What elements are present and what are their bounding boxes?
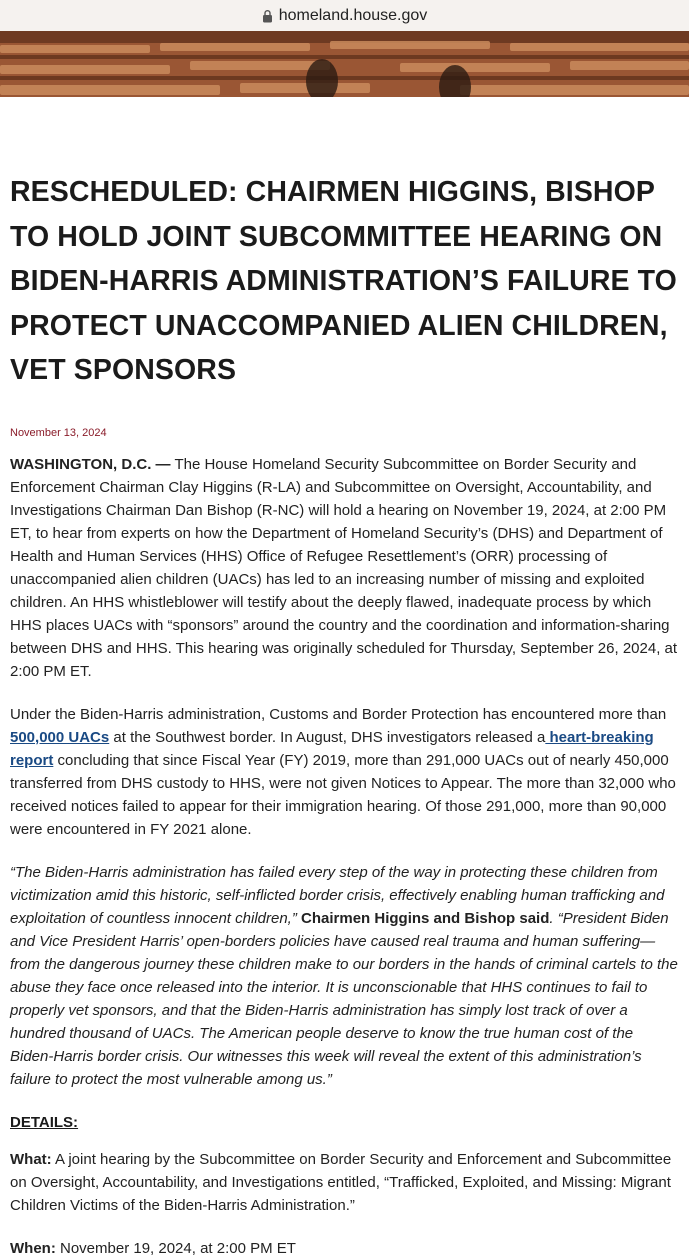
article-title: RESCHEDULED: CHAIRMEN HIGGINS, BISHOP TO HOLD JOINT SUBCOMMITTEE HEARING ON BIDEN-HARRIS ADMINISTRATION’S FAILURE TO PROTECT UNACCOMPANIED ALIEN CHILDREN, VET SPONSORS xyxy=(10,176,677,386)
uac-count-link[interactable]: 500,000 UACs xyxy=(10,728,110,746)
quote-speaker: Chairmen Higgins and Bishop said xyxy=(301,909,550,927)
header-banner-image xyxy=(0,31,689,97)
paragraph-intro: WASHINGTON, D.C. — The House Homeland Security Subcommittee on Border Security and Enforcement Chairman Clay Higgins (R-LA) and Subcommittee on Oversight, Accountability, and Investigations Chairman Dan Bishop (R-NC) will hold a hearing on November 19, 2024, at 2:00 PM ET, to hear from experts on how the Department of Homeland Security’s (DHS) and Department of Health and Human Services (HHS) Office of Refugee Resettlement’s (ORR) processing of unaccompanied alien children (UACs) has led to an increasing number of missing and exploited children. An HHS whistleblower will testify about the deeply flawed, inadequate process by which HHS places UACs with “sponsors” around the country and the coordination and information-sharing between DHS and HHS. This hearing was originally scheduled for Thursday, September 26, 2024, at 2:00 PM ET. xyxy=(10,455,678,680)
dateline: WASHINGTON, D.C. — xyxy=(10,455,171,473)
report-link[interactable]: heart-breaking report xyxy=(10,728,654,769)
article-date: November 13, 2024 xyxy=(10,426,107,439)
url-text: homeland.house.gov xyxy=(278,6,428,24)
article xyxy=(10,170,680,1260)
paragraph-when: When: November 19, 2024, at 2:00 PM ET xyxy=(10,1239,296,1257)
paragraph-what: What: A joint hearing by the Subcommittee on Border Security and Enforcement and Subcommittee on Oversight, Accountability, and Investigations entitled, “Trafficked, Exploited, and Missing: Migrant Children Victims of the Biden-Harris Administration.” xyxy=(10,1150,672,1214)
details-heading: DETAILS: xyxy=(10,1113,79,1131)
paragraph-quote: “The Biden-Harris administration has failed every step of the way in protecting these children from victimization amid this historic, self-inflicted border crisis, effectively enabling human trafficking and exploitation of countless innocent children,” Chairmen Higgins and Bishop said. “President Biden and Vice President Harris’ open-borders policies have caused real trauma and human suffering—from the dangerous journey these children make to our borders in the hands of criminal cartels to the abuse they face once released into the interior. It is unconscionable that HHS continues to fail to properly vet sponsors, and that the Biden-Harris administration has simply lost track of over a hundred thousand of UACs. The American people deserve to know the true human cost of the Biden-Harris border crisis. Our witnesses this week will reveal the extent of this administration’s failure to protect the most vulnerable among us.” xyxy=(10,863,678,1088)
lock-icon xyxy=(262,9,273,23)
browser-address-bar[interactable] xyxy=(0,0,689,31)
paragraph-context: Under the Biden-Harris administration, Customs and Border Protection has encountered more than 500,000 UACs at the Southwest border. In August, DHS investigators released a heart-breaking report concluding that since Fiscal Year (FY) 2019, more than 291,000 UACs out of nearly 450,000 transferred from DHS custody to HHS, were not given Notices to Appear. The more than 32,000 who received notices failed to appear for their immigration hearing. Of those 291,000, more than 90,000 were encountered in FY 2021 alone. xyxy=(10,705,676,838)
